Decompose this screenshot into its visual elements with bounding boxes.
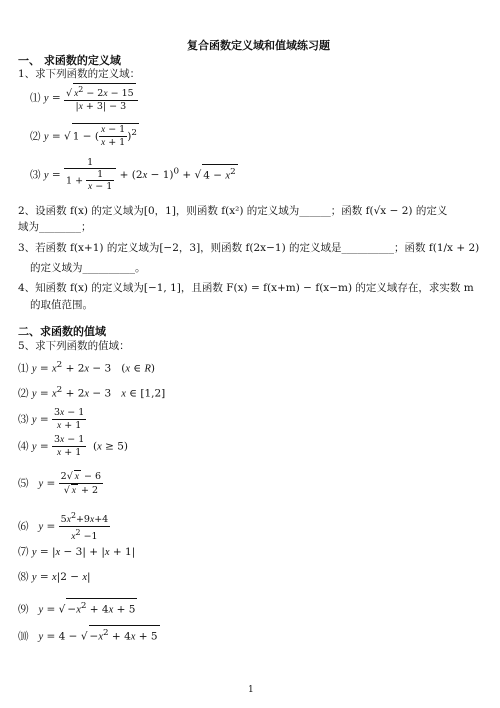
q5-1-label: ⑴: [18, 362, 29, 375]
q5-item-2: ⑵ $y = x^2 + 2x - 3$ x ∈ [1,2]: [18, 385, 166, 400]
q2-line1: 2、设函数 f(x) 的定义域为[0，1]，则函数 f(x²) 的定义域为______；函数 f(√x − 2) 的定义: [18, 205, 448, 217]
q5-7-label: ⑺: [18, 546, 29, 558]
q1-2-label: ⑵: [30, 130, 41, 143]
q5-item-4: ⑷ y = $\frac{3x - 1}{x + 1}$ (x ≥ 5): [18, 434, 129, 458]
q5-3-label: ⑶: [18, 413, 29, 426]
q3-line1: 3、若函数 f(x+1) 的定义域为[−2，3]，则函数 f(2x−1) 的定义域是__________；函数 f(1/x + 2): [18, 242, 480, 254]
q5-item-9: ⑼ y = √ $-x^2 + 4x + 5$: [18, 598, 137, 618]
q1-1-label: ⑴: [30, 92, 41, 105]
q5-item-10: ⑽ y = 4 − √ $-x^2 + 4x + 5$: [18, 625, 160, 645]
q5-item-7: ⑺ y = |x − 3| + |x + 1|: [18, 546, 136, 558]
section2-heading: 二、求函数的值域: [18, 325, 106, 338]
q1-2-formula: 1 − ( $\frac{x - 1}{x + 1}$ )$^2$: [72, 124, 137, 148]
q5-6-label: ⑹: [18, 520, 29, 533]
q5-item-1: ⑴ $y = x^2 + 2x - 3$ (x ∈ R): [18, 360, 155, 375]
q1-item-3: ⑶ y = 1 1 + $\frac{1}{x - 1}$ + $(2x - 1)^0$ + √ $4 - x^2$: [30, 157, 236, 192]
q5-5-label: ⑸: [18, 477, 29, 490]
q4-line2: 的取值范围。: [30, 299, 93, 311]
q1-item-2: ⑵ y = √ 1 − ( $\frac{x - 1}{x + 1}$ )$^2$: [30, 124, 137, 148]
q5-9-label: ⑼: [18, 603, 29, 616]
q5-2-label: ⑵: [18, 387, 29, 400]
q1-item-1: ⑴ y = $\frac{√ x^2 - 2x - 15}{|x + 3| - 3}$: [30, 83, 138, 113]
q5-item-5: ⑸ y = $\frac{2√ x - 6}{√ x + 2}$: [18, 471, 102, 496]
q3-line2: 的定义域为__________。: [30, 262, 146, 274]
q5-item-6: ⑹ y = $\frac{5x^2+9x+4}{x^2 -1}$: [18, 511, 109, 543]
q5-item-3: ⑶ y = $\frac{3x - 1}{x + 1}$: [18, 407, 85, 431]
q5-item-8: ⑻ y = x|2 − x|: [18, 571, 91, 583]
page-number: 1: [248, 685, 254, 695]
q5-10-label: ⑽: [18, 630, 29, 643]
q1-1-formula: $\frac{√ x^2 - 2x - 15}{|x + 3| - 3}$: [64, 83, 138, 113]
q1-3-label: ⑶: [30, 169, 41, 181]
page-title: 复合函数定义域和值域练习题: [187, 39, 330, 52]
q5-8-label: ⑻: [18, 571, 29, 583]
section1-heading: 一、 求函数的定义域: [18, 54, 121, 67]
q5-4-label: ⑷: [18, 440, 29, 453]
q4-line1: 4、知函数 f(x) 的定义域为[−1, 1]，且函数 F(x) = f(x+m) − f(x−m) 的定义域存在，求实数 m: [18, 282, 474, 294]
q1-intro: 1、求下列函数的定义域：: [18, 68, 141, 80]
q2-line2: 域为________；: [18, 221, 92, 233]
q1-3-formula: 1 1 + $\frac{1}{x - 1}$: [64, 157, 116, 193]
q5-intro: 5、求下列函数的值域：: [18, 340, 130, 352]
